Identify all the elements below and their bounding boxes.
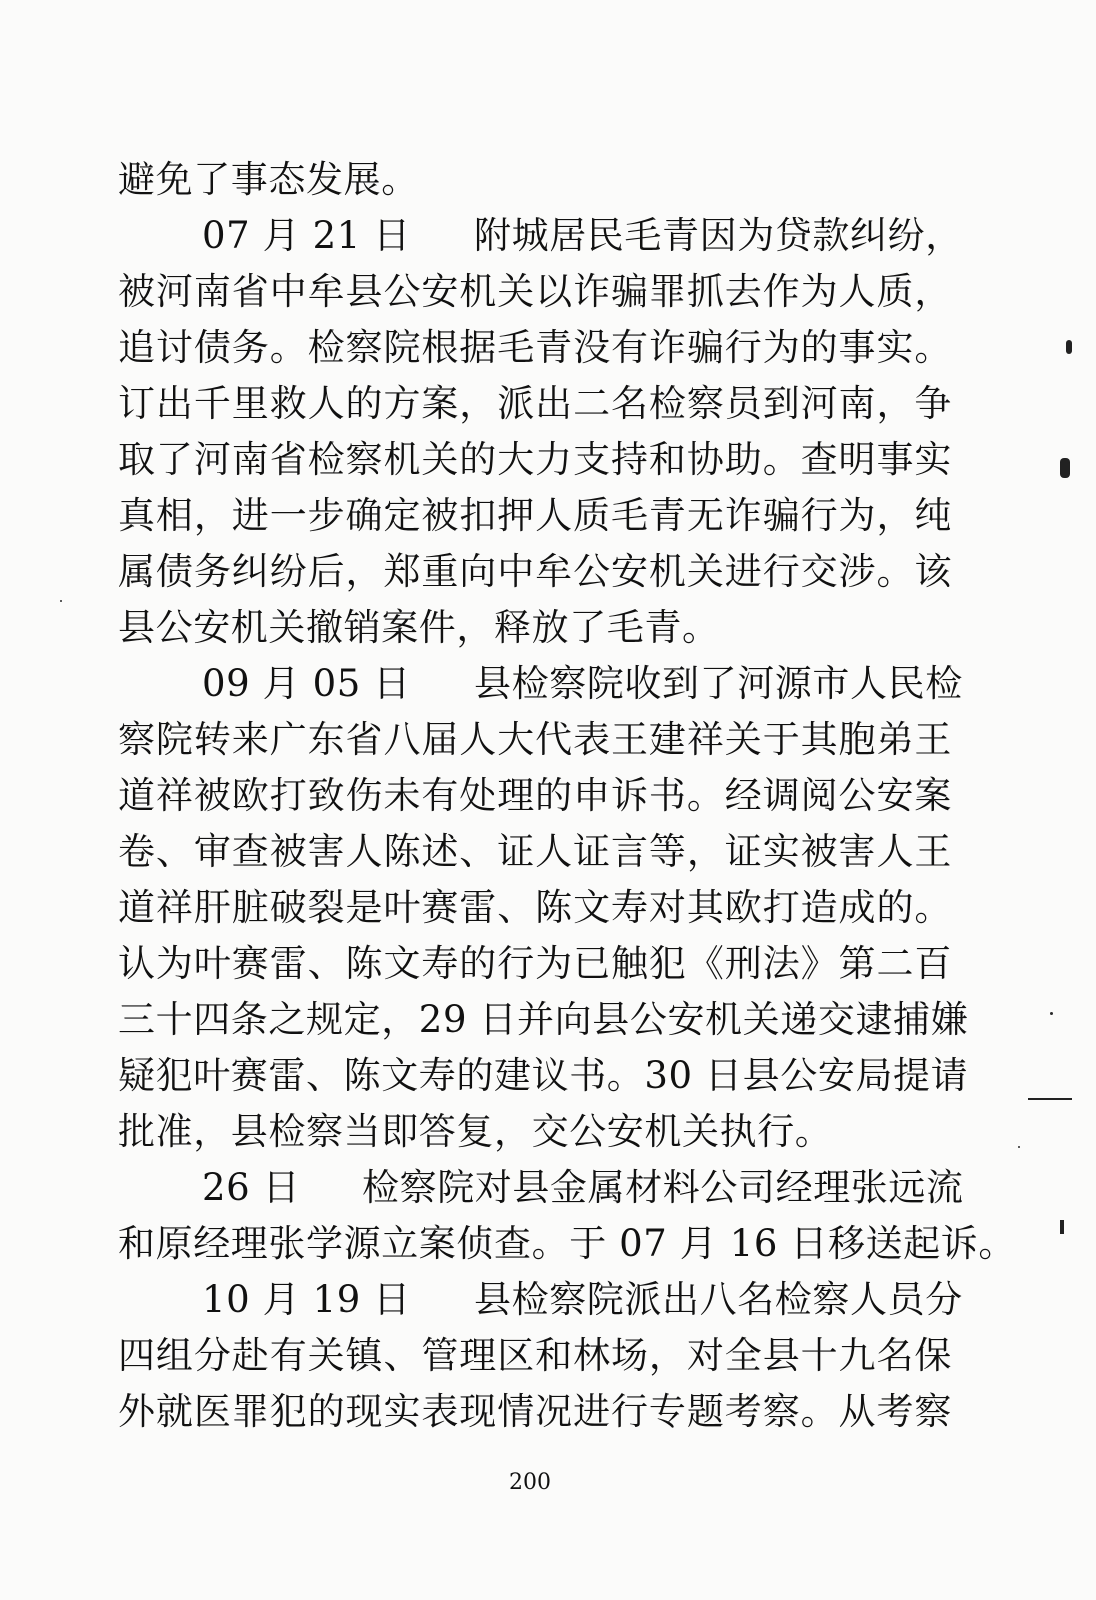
entry-first-line: 检察院对县金属材料公司经理张远流 <box>362 1166 964 1209</box>
entry-first-line: 县检察院收到了河源市人民检 <box>474 662 963 705</box>
text-line: 避免了事态发展。 <box>118 158 419 201</box>
entry-first-line: 县检察院派出八名检察人员分 <box>474 1278 963 1321</box>
scan-edge-mark <box>1028 1098 1072 1100</box>
text-line: 取了河南省检察机关的大力支持和协助。查明事实 <box>118 438 952 481</box>
text-line: 属债务纠纷后，郑重向中牟公安机关进行交涉。该 <box>118 550 952 593</box>
text-line: 追讨债务。检察院根据毛青没有诈骗行为的事实。 <box>118 326 952 369</box>
scan-speck <box>1018 1146 1020 1148</box>
text-line: 四组分赴有关镇、管理区和林场，对全县十九名保 <box>118 1334 952 1377</box>
entry-heading-line <box>118 656 963 712</box>
scan-edge-mark <box>1066 340 1072 354</box>
text-line: 被河南省中牟县公安机关以诈骗罪抓去作为人质， <box>118 270 952 313</box>
scan-speck <box>1050 1012 1053 1015</box>
text-line: 疑犯叶赛雷、陈文寿的建议书。30 日县公安局提请 <box>118 1054 969 1097</box>
scan-speck <box>60 600 62 602</box>
text-line: 三十四条之规定，29 日并向县公安机关递交逮捕嫌 <box>118 998 969 1041</box>
text-line: 卷、审查被害人陈述、证人证言等，证实被害人王 <box>118 830 952 873</box>
page-number: 200 <box>509 1470 551 1495</box>
entry-heading-line <box>118 208 963 264</box>
text-line: 和原经理张学源立案侦查。于 07 月 16 日移送起诉。 <box>118 1222 1017 1265</box>
text-line: 察院转来广东省八届人大代表王建祥关于其胞弟王 <box>118 718 952 761</box>
entry-heading-line <box>118 1272 963 1328</box>
text-line: 认为叶赛雷、陈文寿的行为已触犯《刑法》第二百 <box>118 942 952 985</box>
text-line: 外就医罪犯的现实表现情况进行专题考察。从考察 <box>118 1390 952 1433</box>
text-line: 县公安机关撤销案件，释放了毛青。 <box>118 606 720 649</box>
entry-first-line: 附城居民毛青因为贷款纠纷， <box>474 214 963 257</box>
scan-edge-mark <box>1060 458 1070 478</box>
text-line: 真相，进一步确定被扣押人质毛青无诈骗行为，纯 <box>118 494 952 537</box>
entry-date: 10 月 19 日 <box>202 1278 411 1321</box>
entry-heading-line <box>118 1160 964 1216</box>
entry-date: 07 月 21 日 <box>202 214 411 257</box>
text-line: 订出千里救人的方案，派出二名检察员到河南，争 <box>118 382 952 425</box>
entry-date: 09 月 05 日 <box>202 662 411 705</box>
text-line: 道祥被欧打致伤未有处理的申诉书。经调阅公安案 <box>118 774 952 817</box>
text-line: 道祥肝脏破裂是叶赛雷、陈文寿对其欧打造成的。 <box>118 886 952 929</box>
entry-date: 26 日 <box>202 1166 301 1209</box>
text-line: 批准，县检察当即答复，交公安机关执行。 <box>118 1110 833 1153</box>
body-text <box>118 152 1017 1440</box>
scan-edge-mark <box>1060 1220 1064 1234</box>
